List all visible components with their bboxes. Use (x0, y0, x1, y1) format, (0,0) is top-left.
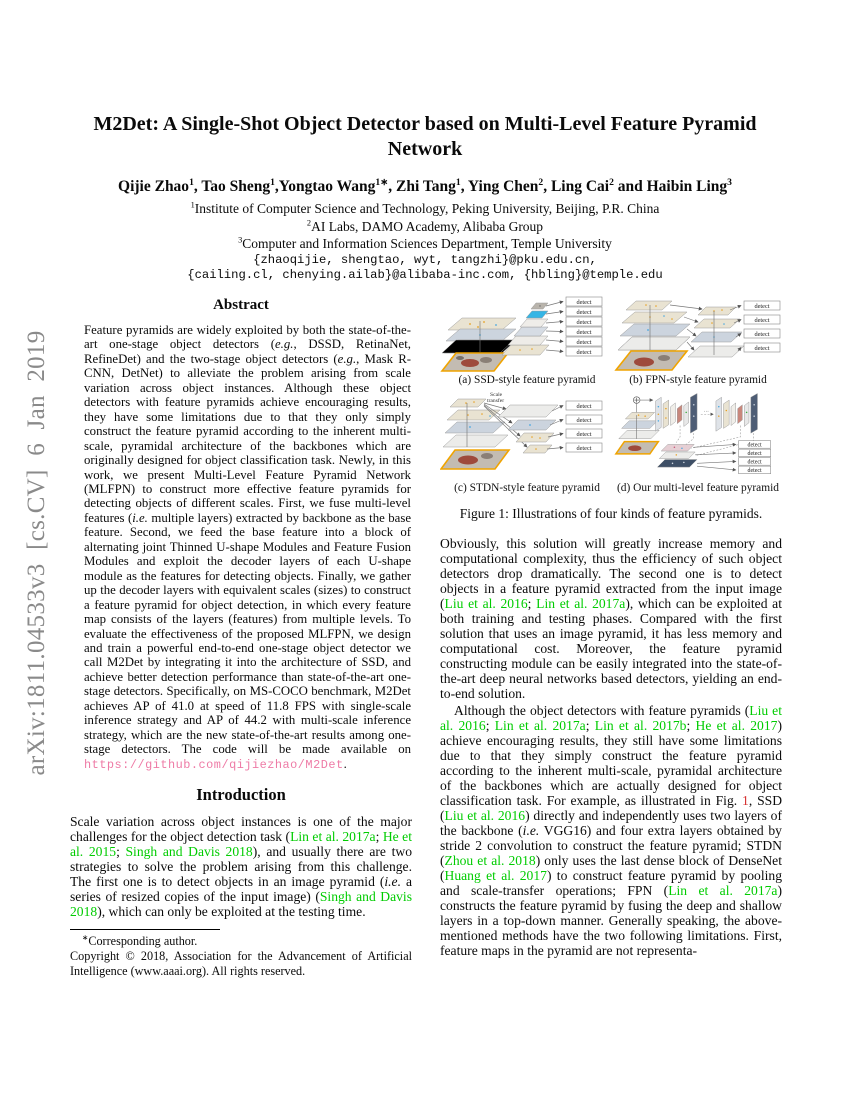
fpn-detect-wires (730, 306, 741, 352)
citation-link[interactable]: Zhou et al. 2018 (444, 852, 536, 868)
panel-a-caption: (a) SSD-style feature pyramid (458, 374, 596, 386)
detect-label: detect (747, 442, 762, 449)
detect-label: detect (576, 402, 592, 410)
citation-link[interactable]: Lin et al. 2017a (668, 883, 778, 899)
citation-link[interactable]: Liu et al. 2016 (444, 596, 528, 612)
author-line: Qijie Zhao$^1$, Tao Sheng$^1$,Yongtao Wang$^{1∗}$, Zhi Tang$^1$, Ying Chen$^2$, Ling Cai$^2$ and Haibin Ling$^3$ (118, 176, 732, 195)
footnote-copyright: Copyright © 2018, Association for the Advancement of Artificial Intelligence (www.aaai.org). All rights reserved. (70, 948, 412, 978)
fpn-detect-boxes (744, 301, 780, 352)
stdn-pyramid-layers (498, 405, 558, 453)
ssd-detect-boxes (566, 297, 602, 356)
right-column (440, 295, 782, 958)
panel-stdn (440, 389, 614, 494)
footnote-corresponding: ∗Corresponding author. (82, 933, 198, 949)
figure-1-caption: Figure 1: Illustrations of four kinds of feature pyramids. (459, 506, 763, 521)
detect-label: detect (576, 416, 592, 424)
detect-label: detect (576, 444, 592, 452)
right-paragraph-1: Obviously, this solution will greatly increase memory and computational complexity, thus the efficiency of such object detectors drop dramatically. The second one is to detect objects in a feature pyramid extracted from the input image (Liu et al. 2016; Lin et al. 2017a), which can be exploited at both training and testing phases. Compared with the first solution that uses an image pyramid, it has less memory and computational cost. Moreover, the feature pyramid constructing module can be easily integrated into the state-of-the-art deep neural networks based detectors, yielding an end-to-end solution. (440, 536, 782, 702)
email-line-2: {cailing.cl, chenying.ailab}@alibaba-inc.com, {hbling}@temple.edu (187, 267, 663, 282)
fpn-topdown-stack (688, 307, 744, 357)
detect-label: detect (576, 338, 592, 346)
panel-fpn (614, 295, 782, 386)
citation-link[interactable]: Singh and Davis 2018 (125, 844, 253, 860)
abstract-paragraph: Feature pyramids are widely exploited by both the state-of-the-art one-stage object detectors (e.g., DSSD, RetinaNet, RefineDet) and the two-stage object detectors (e.g., Mask R-CNN, DetNet) to alleviate the problem arising from scale variation across object instances. Although these object detectors with feature pyramids achieve encouraging results, they have some limitations due to that they only simply construct the feature pyramid according to the inherent multi-scale, pyramidal architecture of the backbones which are originally designed for object classification task. Newly, in this work, we present Multi-Level Feature Pyramid Network (MLFPN) to construct more effective feature pyramids for detecting objects of different scales. First, we fuse multi-level features (i.e. multiple layers) extracted by backbone as the base feature. Second, we feed the base feature into a block of alternating joint Thinned U-shape Modules and Feature Fusion Modules and exploit the decoder layers of each U-shape module as the features for detecting objects. Finally, we gather up the decoder layers with equivalent scales (sizes) to construct a feature pyramid for object detection, in which every feature map consists of the layers (features) from multiple levels. To evaluate the effectiveness of the proposed MLFPN, we design and train a powerful end-to-end one-stage object detector we call M2Det by integrating it into the architecture of SSD, and achieve better detection performance than state-of-the-art one-stage detectors. Specifically, on MS-COCO benchmark, M2Det achieves AP of 41.0 at speed of 11.8 FPS with single-scale inference strategy and AP of 44.2 with multi-scale inference strategy, which are the new state-of-the-art results among one-stage detectors. The code will be made available on https://github.com/qijiezhao/M2Det. (84, 323, 411, 772)
stdn-backbone-stack (441, 399, 509, 469)
figure-1 (440, 295, 782, 522)
detect-label: detect (576, 318, 592, 326)
figure-reference[interactable]: 1 (742, 792, 749, 808)
citation-link[interactable]: Lin et al. 2017b (594, 717, 687, 733)
fpn-pyramid-diagram (614, 295, 782, 373)
mlfpn-detect-boxes (739, 441, 771, 474)
ssd-pyramid-diagram (440, 295, 610, 373)
paper-title: M2Det: A Single-Shot Object Detector based on Multi-Level Feature Pyramid Network (93, 113, 757, 160)
fusion-node (633, 397, 652, 413)
detect-label: detect (576, 348, 592, 356)
tum-group-2 (716, 393, 758, 433)
citation-link[interactable]: Lin et al. 2017a (290, 829, 376, 845)
affiliations (75, 200, 775, 253)
detect-label: detect (747, 459, 762, 466)
citation-link[interactable]: Lin et al. 2017a (536, 596, 626, 612)
footnote-rule (70, 929, 220, 930)
panel-ours (614, 389, 782, 494)
email-line-1: {zhaoqijie, shengtao, wyt, tangzhi}@pku.edu.cn, (253, 253, 597, 267)
citation-link[interactable]: Liu et al. 2016 (440, 702, 782, 733)
affiliation-3: $^3$Computer and Information Sciences Department, Temple University (238, 235, 612, 251)
detect-label: detect (754, 316, 770, 324)
detect-label: detect (576, 430, 592, 438)
detect-label: detect (576, 308, 592, 316)
citation-link[interactable]: Singh and Davis 2018 (70, 889, 413, 920)
tum-group-1 (656, 393, 698, 433)
detect-label: detect (754, 344, 770, 352)
citation-link[interactable]: He et al. 2015 (70, 829, 412, 860)
introduction-paragraph: Scale variation across object instances is one of the major challenges for the object detection task (Lin et al. 2017a; He et al. 2015; Singh and Davis 2018), and usually there are two strategies to solve the problem arising from this challenge. The first one is to detect objects in an image pyramid (i.e. a series of resized copies of the input image) (Singh and Davis 2018), which can only be exploited at the testing time. (70, 814, 413, 920)
url-link[interactable]: https://github.com/qijiezhao/M2Det (84, 757, 344, 772)
abstract-heading: Abstract (213, 297, 269, 313)
ellipsis-label: … (703, 407, 709, 414)
detect-label: detect (576, 298, 592, 306)
detect-label: detect (747, 468, 762, 475)
fpn-backbone-stack (616, 301, 690, 370)
stdn-detect-boxes (566, 401, 602, 452)
left-column (70, 295, 412, 978)
right-paragraph-2: Although the object detectors with feature pyramids (Liu et al. 2016; Lin et al. 2017a; Lin et al. 2017b; He et al. 2017) achieve encouraging results, they still have some limitations due to that they simply construct the feature pyramid according to the inherent multi-scale, pyramidal architecture of the backbones which are actually designed for object classification task. For example, as illustrated in Fig. 1, SSD (Liu et al. 2016) directly and independently uses two layers of the backbone (i.e. VGG16) and four extra layers obtained by stride 2 convolution to construct the feature pyramid; STDN (Zhou et al. 2018) only uses the last dense block of DenseNet (Huang et al. 2017) to construct feature pyramid by pooling and scale-transfer operations; FPN (Lin et al. 2017a) constructs the feature pyramid by fusing the deep and shallow layers in a top-down manner. Generally speaking, the above-mentioned methods have the two following limitations. First, feature maps in the pyramid are not representa- (440, 702, 783, 959)
ssd-backbone-stack (442, 318, 516, 371)
citation-link[interactable]: Lin et al. 2017a (494, 717, 586, 733)
scale-transfer-label-2: transfer (487, 398, 505, 404)
arxiv-watermark: arXiv:1811.04533v3 [cs.CV] 6 Jan 2019 (23, 330, 50, 776)
affiliation-1: $^1$Institute of Computer Science and Technology, Peking University, Beijing, P.R. China (190, 200, 660, 216)
introduction-heading: Introduction (196, 785, 286, 805)
detect-label: detect (576, 328, 592, 336)
figure-panel-grid (440, 295, 782, 494)
panel-d-caption: (d) Our multi-level feature pyramid (617, 482, 779, 494)
affiliation-2: $^2$AI Labs, DAMO Academy, Alibaba Group (306, 218, 544, 234)
panel-c-caption: (c) STDN-style feature pyramid (454, 482, 600, 494)
panel-ssd (440, 295, 614, 386)
mlfpn-output-stack (657, 444, 697, 467)
citation-link[interactable]: Liu et al. 2016 (444, 807, 526, 823)
email-lines (75, 253, 775, 282)
panel-b-caption: (b) FPN-style feature pyramid (629, 374, 767, 386)
citation-link[interactable]: He et al. 2017 (695, 717, 778, 733)
detect-label: detect (754, 302, 770, 310)
detect-label: detect (754, 330, 770, 338)
mlfpn-detect-wires (693, 444, 735, 469)
mlfpn-backbone-stack (616, 412, 659, 454)
detect-label: detect (747, 451, 762, 458)
mlfpn-diagram (614, 389, 782, 481)
citation-link[interactable]: Huang et al. 2017 (444, 868, 547, 884)
stdn-pyramid-diagram (440, 389, 610, 481)
scale-transfer-label-1: Scale (490, 392, 503, 398)
ssd-detect-wires (546, 302, 563, 352)
